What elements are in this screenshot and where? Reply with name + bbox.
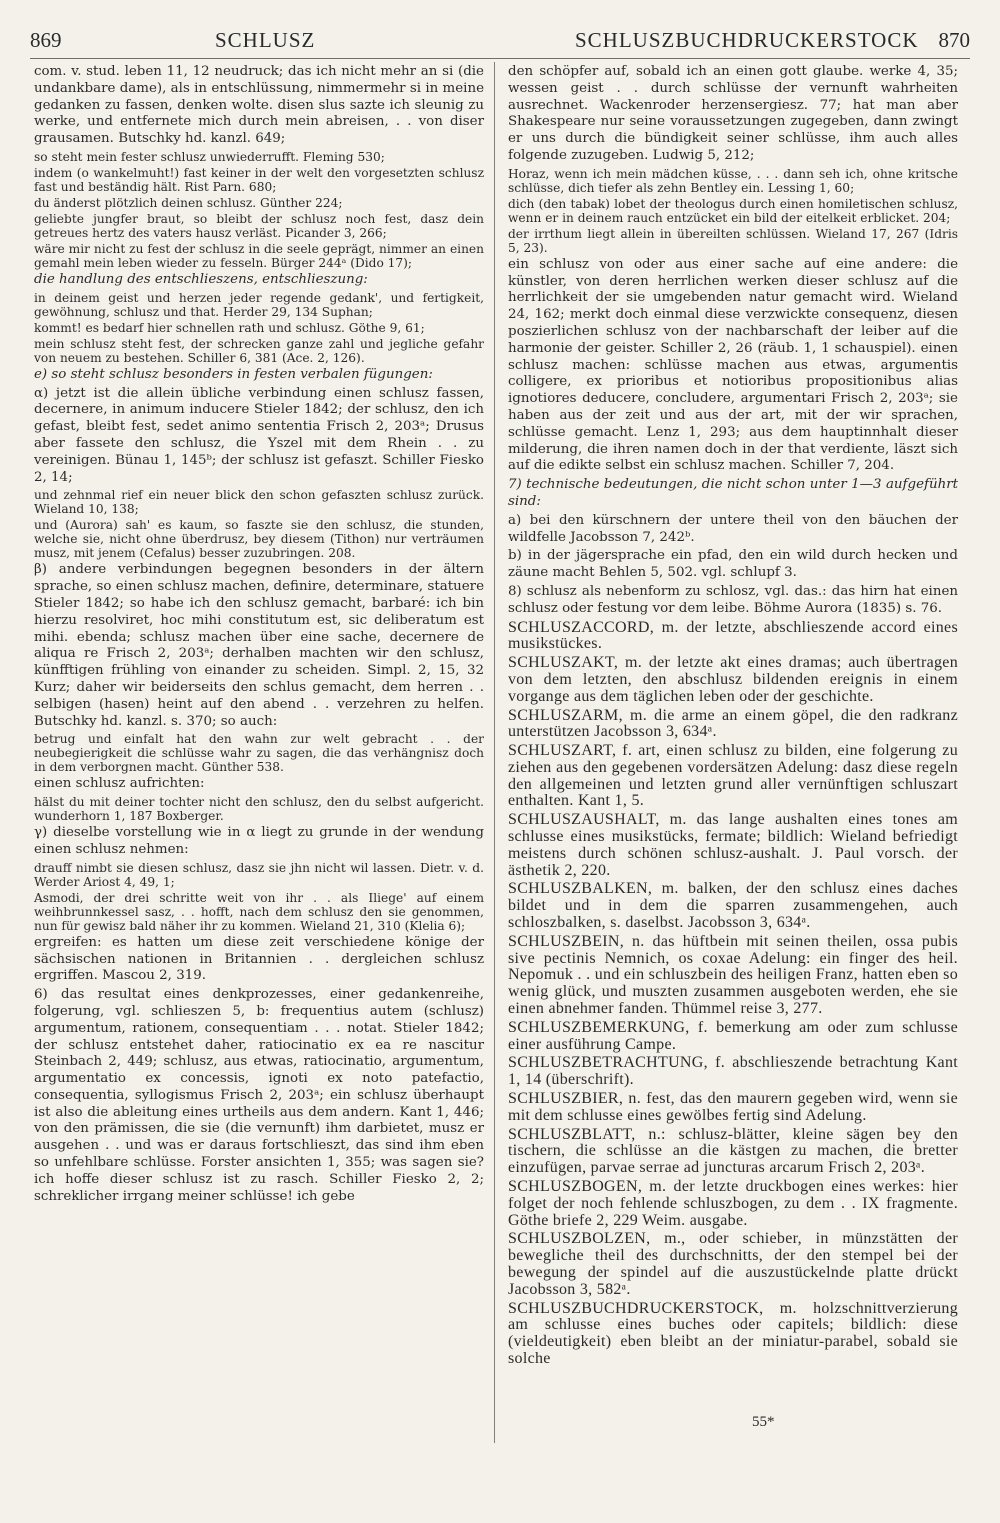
entry-schluszart: SCHLUSZART, f. art, einen schlusz zu bilden, eine folgerung zu ziehen aus den gegebenen vordersätzen Adelung: dasz diese regeln den allgemeinen und letzten grund aller vernünftigen schluszart enthalten. Kant 1, 5. bbox=[508, 742, 958, 810]
section-alpha: α) jetzt ist die allein übliche verbindung einen schlusz fassen, decernere, in animum inducere Stieler 1842; der schlusz, den ich gefast, bleibt fest, sedet animo sententia Frisch 2, 203ᵃ; Drusus aber fassete den schlusz, die Yszel mit dem Rhein . . zu vereinigen. Bünau 1, 145ᵇ; der schlusz ist gefaszt. Schiller Fiesko 2, 14; bbox=[34, 385, 484, 485]
column-divider bbox=[494, 62, 495, 1443]
quote: hälst du mit deiner tochter nicht den schlusz, den du selbst aufgericht. wunderhorn 1, 187 Boxberger. bbox=[34, 795, 484, 824]
section-gamma: γ) dieselbe vorstellung wie in α liegt zu grunde in der wendung einen schlusz nehmen: bbox=[34, 825, 484, 857]
section-7a: a) bei den kürschnern der untere theil von den bäuchen der wildfelle Jacobsson 7, 242ᵇ. bbox=[508, 512, 958, 545]
quote: dich (den tabak) lobet der theologus durch einen homiletischen schlusz, wenn er in deinem rauch entzücket ein bild der eitelkeit erblicket. 204; bbox=[508, 196, 958, 225]
entry-schluszaccord: SCHLUSZACCORD, m. der letzte, abschlieszende accord eines musikstückes. bbox=[508, 618, 958, 653]
section-6: 6) das resultat eines denkprozesses, einer gedankenreihe, folgerung, vgl. schlieszen 5, b: frequentius autem (schlusz) argumentum, rationem, consequentiam . . . notat. Stieler 1842; der schlusz entstehet daher, ratiocinatio ex ea re nascitur Steinbach 2, 449; schlusz, aus etwas, ratiocinatio, argumentum, argumentatio ex concessis, ignoti ex noto patefactio, consequentia, syllogismus Frisch 2, 203ᵃ; ein schlusz überhaupt ist also die ableitung eines urtheils aus dem andern. Kant 1, 446; von den prämissen, die sie (die vernunft) ihm darbietet, musz er ausgehen . . und was er daraus fortschlieszt, das sind ihm eben so unfehlbare schlüsse. Forster ansichten 1, 355; was sagen sie? ich hoffe dieser schlusz ist zu rasch. Schiller Fiesko 2, 2; schreklicher irrgang meiner schlüsse! ich gebe bbox=[34, 987, 484, 1204]
quote: und zehnmal rief ein neuer blick den schon gefaszten schlusz zurück. Wieland 10, 138; bbox=[34, 488, 484, 517]
right-text: den schöpfer auf, sobald ich an einen gott glaube. werke 4, 35; wessen geist . . durch schlüsse der vernunft wahrheiten ausrechnet. Wackenroder herzensergiesz. 77; hat man aber Shakespeare nur seine voraussetzungen zugegeben, dann zwingt er uns durch die bündigkeit seiner schlüsse, ihm auch alles folgende zuzugeben. Ludwig 5, 212; bbox=[508, 64, 958, 163]
entry-schluszbolzen: SCHLUSZBOLZEN, m., oder schieber, in münzstätten der bewegliche theil des durchschnitts, der den stempel bei der bewegung der spindel auf die auszustückelnde platte drückt Jacobsson 3, 582ᵃ. bbox=[508, 1230, 958, 1298]
quote: drauff nimbt sie diesen schlusz, dasz sie jhn nicht wil lassen. Dietr. v. d. Werder Ariost 4, 49, 1; bbox=[34, 860, 484, 889]
entry-schluszbier: SCHLUSZBIER, n. fest, das den maurern gegeben wird, wenn sie mit dem schlusse eines gewölbes fertig sind Adelung. bbox=[508, 1090, 958, 1124]
header-rule bbox=[30, 58, 970, 59]
entry-schluszbemerkung: SCHLUSZBEMERKUNG, f. bemerkung am oder zum schlusse einer ausführung Campe. bbox=[508, 1018, 958, 1053]
signature-mark: 55* bbox=[752, 1414, 775, 1430]
right-text: ein schlusz von oder aus einer sache auf eine andere: die künstler, von deren herrlichen werken dieser schlusz auf die herrlichkeit der sie umgebenden natur gemacht wird. Wieland 24, 162; merkt doch einmal diese verzwickte consequenz, diesen poszierlichen schlusz von der nachbarschaft der leiber auf die harmonie der geister. Schiller 2, 26 (räub. 1, 1 schauspiel). einen schlusz machen: schlüsse machen aus etwas, argumentis colligere, ex prioribus et notioribus propositionibus alias ignotiores deducere, concludere, argumentari Frisch 2, 203ᵃ; sie haben aus der zeit und aus der art, mit der wir sprachen, schlüsse gemacht. Lenz 1, 293; aus dem hauptinnhalt dieser milderung, die ihren namen doch in der that verdiente, läszt sich auf die edikte selbst ein schlusz machen. Schiller 7, 204. bbox=[508, 256, 958, 474]
running-title-right: SCHLUSZBUCHDRUCKERSTOCK bbox=[575, 28, 919, 52]
quote: der irrthum liegt allein in übereilten schlüssen. Wieland 17, 267 (Idris 5, 23). bbox=[508, 226, 958, 255]
quote: betrug und einfalt hat den wahn zur welt gebracht . . der neubegierigkeit die schlüsse wahr zu sagen, die das verhängnisz doch in dem verborgnen macht. Günther 538. bbox=[34, 732, 484, 775]
entry-schluszaushalt: SCHLUSZAUSHALT, m. das lange aushalten eines tones am schlusse eines musikstücks, fermate; bildlich: Wieland befriedigt meistens durch schönen schlusz-aushalt. J. Paul vorsch. der ästhetik 2, 220. bbox=[508, 811, 958, 879]
quote: Asmodi, der drei schritte weit von ihr . . als Iliege' auf einem weihbrunnkessel sasz, . . hofft, nach dem schlusz den sie genommen, nun für gewisz bald näher ihr zu kommen. Wieland 21, 310 (Klelia 6); bbox=[34, 890, 484, 933]
entry-schluszarm: SCHLUSZARM, m. die arme an einem göpel, die den radkranz unterstützen Jacobsson 3, 634ᵃ. bbox=[508, 706, 958, 741]
entry-schluszbuchdruckerstock: SCHLUSZBUCHDRUCKERSTOCK, m. holzschnittverzierung am schlusse eines buches oder capitels; bildlich: diese (vieldeutigkeit) eben bleibt an der miniatur-parabel, sobald sie solche bbox=[508, 1299, 958, 1367]
quote: indem (o wankelmuht!) fast keiner in der welt den vorgesetzten schlusz fast und beständig hält. Rist Parn. 680; bbox=[34, 165, 484, 194]
entry-schluszbogen: SCHLUSZBOGEN, m. der letzte druckbogen eines werkes: hier folget der noch fehlende schluszbogen, zu dem . . IX fragmente. Göthe briefe 2, 229 Weim. ausgabe. bbox=[508, 1178, 958, 1229]
quote: mein schlusz steht fest, der schrecken ganze zahl und jegliche gefahr von neuem zu bestehen. Schiller 6, 381 (Ace. 2, 126). bbox=[34, 336, 484, 365]
quote: so steht mein fester schlusz unwiederrufft. Fleming 530; bbox=[34, 149, 385, 164]
quote: kommt! es bedarf hier schnellen rath und schlusz. Göthe 9, 61; bbox=[34, 320, 425, 335]
page-number-right: 870 bbox=[938, 28, 970, 52]
section-8: 8) schlusz als nebenform zu schlosz, vgl. das.: das hirn hat einen schlusz oder festung vor dem leibe. Böhme Aurora (1835) s. 76. bbox=[508, 583, 958, 616]
entry-schluszakt: SCHLUSZAKT, m. der letzte akt eines dramas; auch übertragen von dem letzten, den abschlusz bildenden ereignis in einem vorgange aus dem täglichen leben oder der geschichte. bbox=[508, 654, 958, 705]
left-column bbox=[34, 64, 484, 1207]
subsense: die handlung des entschlieszens, entschlieszung: bbox=[34, 271, 368, 287]
quote: und (Aurora) sah' es kaum, so faszte sie den schlusz, die stunden, welche sie, nicht ohne überdrusz, bey diesem (Tithon) nur verträumen musz, mit jenem (Cefalus) besser zuzubringen. 208. bbox=[34, 518, 484, 561]
section-beta: β) andere verbindungen begegnen besonders in der ältern sprache, so einen schlusz machen, definire, determinare, statuere Stieler 1842; so habe ich den schlusz gemacht, barbaré: ich bin hierzu resolviret, hoc mihi constitutum est, sic deliberatum est mihi. ebenda; schlusz machen über eine sache, decernere de aliqua re Frisch 2, 203ᵃ; derhalben machten wir den schlusz, künfftigen frühling von einander zu scheiden. Simpl. 2, 15, 32 Kurz; daher wir beiderseits den schlus gemacht, dem herren . . selbigen (hasen) heint auf den abend . . verzehren zu helfen. Butschky hd. kanzl. s. 370; so auch: bbox=[34, 562, 484, 729]
running-title-left: SCHLUSZ bbox=[215, 28, 316, 52]
left-text: einen schlusz aufrichten: bbox=[34, 776, 205, 792]
entry-schluszbein: SCHLUSZBEIN, n. das hüftbein mit seinen theilen, ossa pubis sive pectinis Nemnich, os coxae Adelung: ein finger des heil. Nepomuk . . und ein schluszbein des heiligen Franz, hatten eben so wenig glück, und muszten zusammen ausgeboten werden, ehe sie einen abnehmer fanden. Thümmel reise 3, 277. bbox=[508, 932, 958, 1018]
section-e: e) so steht schlusz besonders in festen verbalen fügungen: bbox=[34, 366, 433, 382]
quote: geliebte jungfer braut, so bleibt der schlusz noch fest, dasz dein getreues hertz des vaters hausz verläst. Picander 3, 266; bbox=[34, 211, 484, 240]
quote: du änderst plötzlich deinen schlusz. Günther 224; bbox=[34, 195, 343, 210]
quote: Horaz, wenn ich mein mädchen küsse, . . . dann seh ich, ohne kritsche schlüsse, dich tiefer als zehn Bentley ein. Lessing 1, 60; bbox=[508, 166, 958, 195]
section-7: 7) technische bedeutungen, die nicht schon unter 1—3 aufgeführt sind: bbox=[508, 477, 958, 509]
quote: in deinem geist und herzen jeder regende gedank', und fertigkeit, gewöhnung, schlusz und that. Herder 29, 134 Suphan; bbox=[34, 290, 484, 319]
right-column bbox=[508, 64, 958, 1370]
section-7b: b) in der jägersprache ein pfad, den ein wild durch hecken und zäune macht Behlen 5, 502. vgl. schlupf 3. bbox=[508, 548, 958, 581]
left-text: ergreifen: es hatten um diese zeit verschiedene könige der sächsischen nationen in Britannien . . dergleichen schlusz ergriffen. Mascou 2, 319. bbox=[34, 934, 484, 984]
entry-schluszbetrachtung: SCHLUSZBETRACHTUNG, f. abschlieszende betrachtung Kant 1, 14 (überschrift). bbox=[508, 1054, 958, 1089]
quote: wäre mir nicht zu fest der schlusz in die seele geprägt, nimmer an einen gemahl mein leben wieder zu fesseln. Bürger 244ᵃ (Dido 17); bbox=[34, 241, 484, 270]
left-text: com. v. stud. leben 11, 12 neudruck; das ich nicht mehr an si (die undankbare dame), als in entschlüssung, nimmermehr si in meine gedanken zu fassen, denken wolte. disen slus sazte ich sleunig zu werke, und entfernete mich durch mein abreisen, . . von diser grausamen. Butschky hd. kanzl. 649; bbox=[34, 64, 484, 147]
entry-schluszblatt: SCHLUSZBLATT, n.: schlusz-blätter, kleine sägen bey den tischern, die schlüsse an die kästgen zu machen, die bretter einzufügen, parvae serrae ad juncturas arcarum Frisch 2, 203ᵃ. bbox=[508, 1125, 958, 1177]
entry-schluszbalken: SCHLUSZBALKEN, m. balken, der den schlusz eines daches bildet und in dem die sparren zusammengehen, auch schloszbalken, s. daselbst. Jacobsson 3, 634ᵃ. bbox=[508, 880, 958, 932]
page-header bbox=[30, 20, 970, 60]
page-number-left: 869 bbox=[30, 28, 62, 52]
